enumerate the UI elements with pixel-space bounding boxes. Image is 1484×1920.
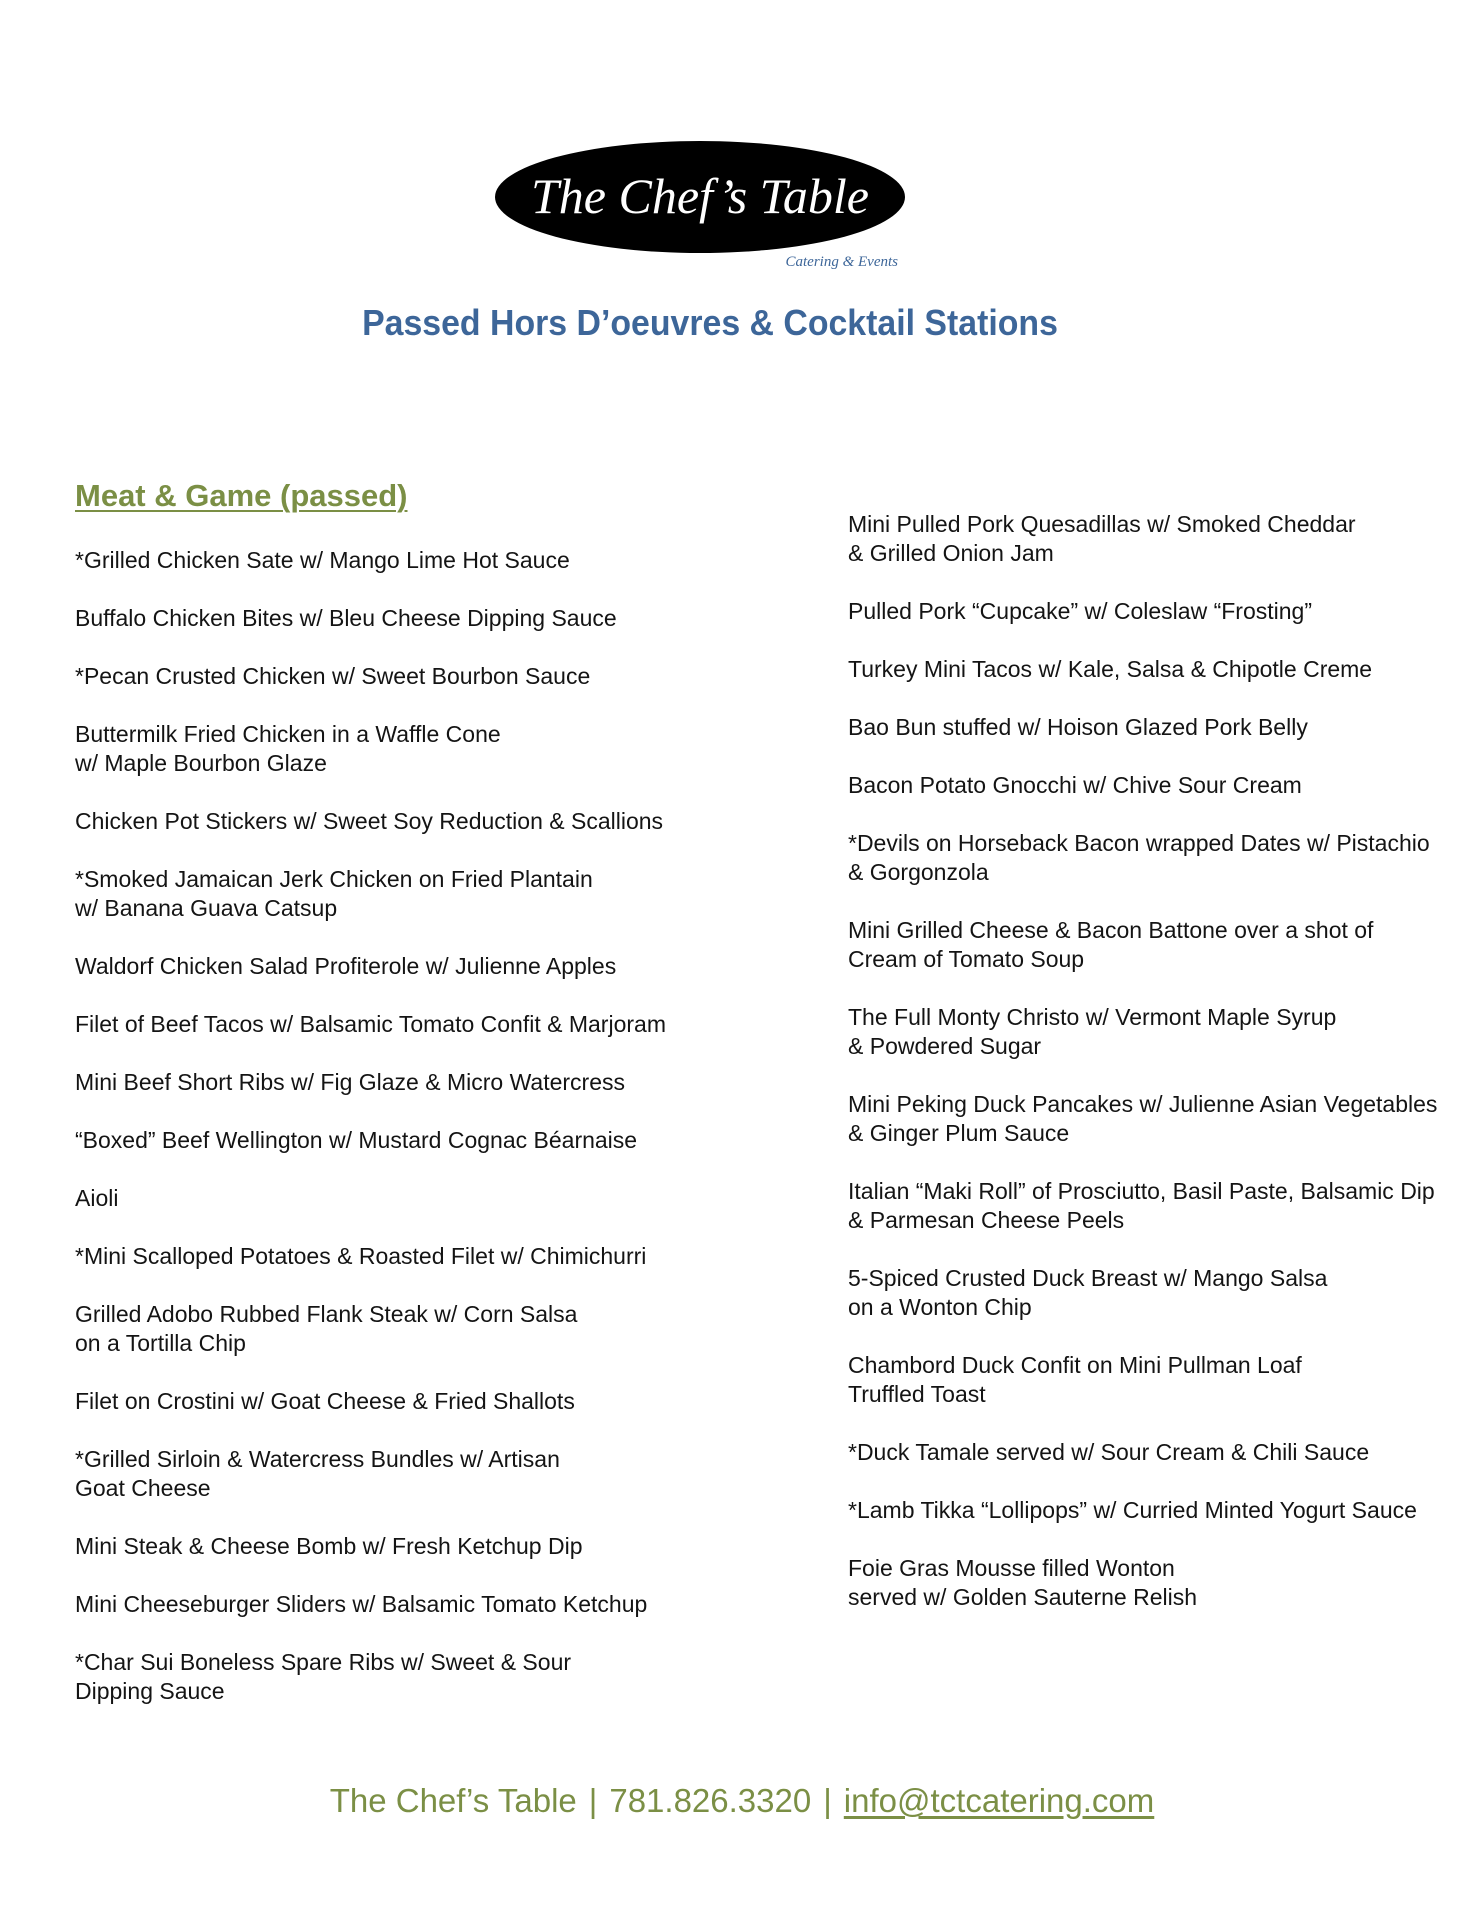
menu-item: Mini Pulled Pork Quesadillas w/ Smoked Cheddar & Grilled Onion Jam bbox=[848, 511, 1356, 566]
footer-phone: 781.826.3320 bbox=[609, 1782, 812, 1819]
menu-item: Aioli bbox=[75, 1185, 119, 1211]
menu-item: *Char Sui Boneless Spare Ribs w/ Sweet & Sour Dipping Sauce bbox=[75, 1649, 572, 1704]
menu-item: Bacon Potato Gnocchi w/ Chive Sour Cream bbox=[848, 772, 1302, 798]
menu-item: 5-Spiced Crusted Duck Breast w/ Mango Salsa on a Wonton Chip bbox=[848, 1265, 1328, 1320]
footer-company: The Chef’s Table bbox=[329, 1782, 577, 1819]
menu-item: Mini Cheeseburger Sliders w/ Balsamic Tomato Ketchup bbox=[75, 1591, 648, 1617]
menu-item: *Devils on Horseback Bacon wrapped Dates w/ Pistachio & Gorgonzola bbox=[848, 830, 1430, 885]
menu-item: Pulled Pork “Cupcake” w/ Coleslaw “Frosting” bbox=[848, 598, 1312, 624]
footer-separator: | bbox=[588, 1782, 598, 1819]
menu-item: The Full Monty Christo w/ Vermont Maple Syrup & Powdered Sugar bbox=[848, 1004, 1337, 1059]
menu-item: *Duck Tamale served w/ Sour Cream & Chili Sauce bbox=[848, 1439, 1370, 1465]
menu-item: *Grilled Sirloin & Watercress Bundles w/ Artisan Goat Cheese bbox=[75, 1446, 560, 1501]
logo-name: The Chef’s Table bbox=[531, 168, 869, 224]
section-heading: Meat & Game (passed) bbox=[75, 478, 408, 513]
menu-item: Mini Peking Duck Pancakes w/ Julienne Asian Vegetables & Ginger Plum Sauce bbox=[848, 1091, 1438, 1146]
menu-list-right bbox=[848, 510, 1448, 1612]
menu-item: Mini Grilled Cheese & Bacon Battone over a shot of Cream of Tomato Soup bbox=[848, 917, 1374, 972]
page-title: Passed Hors D’oeuvres & Cocktail Stations bbox=[362, 302, 1058, 343]
footer bbox=[0, 1782, 1484, 1820]
menu-item: Grilled Adobo Rubbed Flank Steak w/ Corn Salsa on a Tortilla Chip bbox=[75, 1301, 578, 1356]
menu-item: Filet on Crostini w/ Goat Cheese & Fried Shallots bbox=[75, 1388, 575, 1414]
menu-item: Waldorf Chicken Salad Profiterole w/ Julienne Apples bbox=[75, 953, 617, 979]
menu-item: Mini Beef Short Ribs w/ Fig Glaze & Micro Watercress bbox=[75, 1069, 626, 1095]
footer-separator: | bbox=[823, 1782, 832, 1819]
menu-item: “Boxed” Beef Wellington w/ Mustard Cognac Béarnaise bbox=[75, 1127, 638, 1153]
logo-tagline: Catering & Events bbox=[785, 254, 898, 270]
menu-item: Mini Steak & Cheese Bomb w/ Fresh Ketchup Dip bbox=[75, 1533, 583, 1559]
menu-item: *Lamb Tikka “Lollipops” w/ Curried Minted Yogurt Sauce bbox=[848, 1497, 1417, 1523]
menu-item: Foie Gras Mousse filled Wonton served w/ Golden Sauterne Relish bbox=[848, 1555, 1198, 1610]
menu-item: Filet of Beef Tacos w/ Balsamic Tomato Confit & Marjoram bbox=[75, 1011, 666, 1037]
company-logo bbox=[495, 140, 915, 275]
menu-item: *Pecan Crusted Chicken w/ Sweet Bourbon Sauce bbox=[75, 663, 591, 689]
menu-item: *Mini Scalloped Potatoes & Roasted Filet w/ Chimichurri bbox=[75, 1243, 647, 1269]
menu-item: *Grilled Chicken Sate w/ Mango Lime Hot Sauce bbox=[75, 547, 570, 573]
menu-item: *Smoked Jamaican Jerk Chicken on Fried Plantain w/ Banana Guava Catsup bbox=[75, 866, 593, 921]
menu-item: Chambord Duck Confit on Mini Pullman Loaf Truffled Toast bbox=[848, 1352, 1302, 1407]
menu-item: Italian “Maki Roll” of Prosciutto, Basil Paste, Balsamic Dip & Parmesan Cheese Peels bbox=[848, 1178, 1435, 1233]
menu-item: Bao Bun stuffed w/ Hoison Glazed Pork Belly bbox=[848, 714, 1308, 740]
menu-item: Turkey Mini Tacos w/ Kale, Salsa & Chipotle Creme bbox=[848, 656, 1373, 682]
footer-email-link[interactable]: info@tctcatering.com bbox=[843, 1782, 1155, 1819]
menu-list-left bbox=[75, 546, 715, 1706]
menu-item: Buttermilk Fried Chicken in a Waffle Cone w/ Maple Bourbon Glaze bbox=[75, 721, 501, 776]
menu-item: Buffalo Chicken Bites w/ Bleu Cheese Dipping Sauce bbox=[75, 605, 617, 631]
menu-column-left bbox=[75, 478, 715, 1735]
menu-column-right bbox=[848, 510, 1448, 1641]
menu-item: Chicken Pot Stickers w/ Sweet Soy Reduction & Scallions bbox=[75, 808, 664, 834]
